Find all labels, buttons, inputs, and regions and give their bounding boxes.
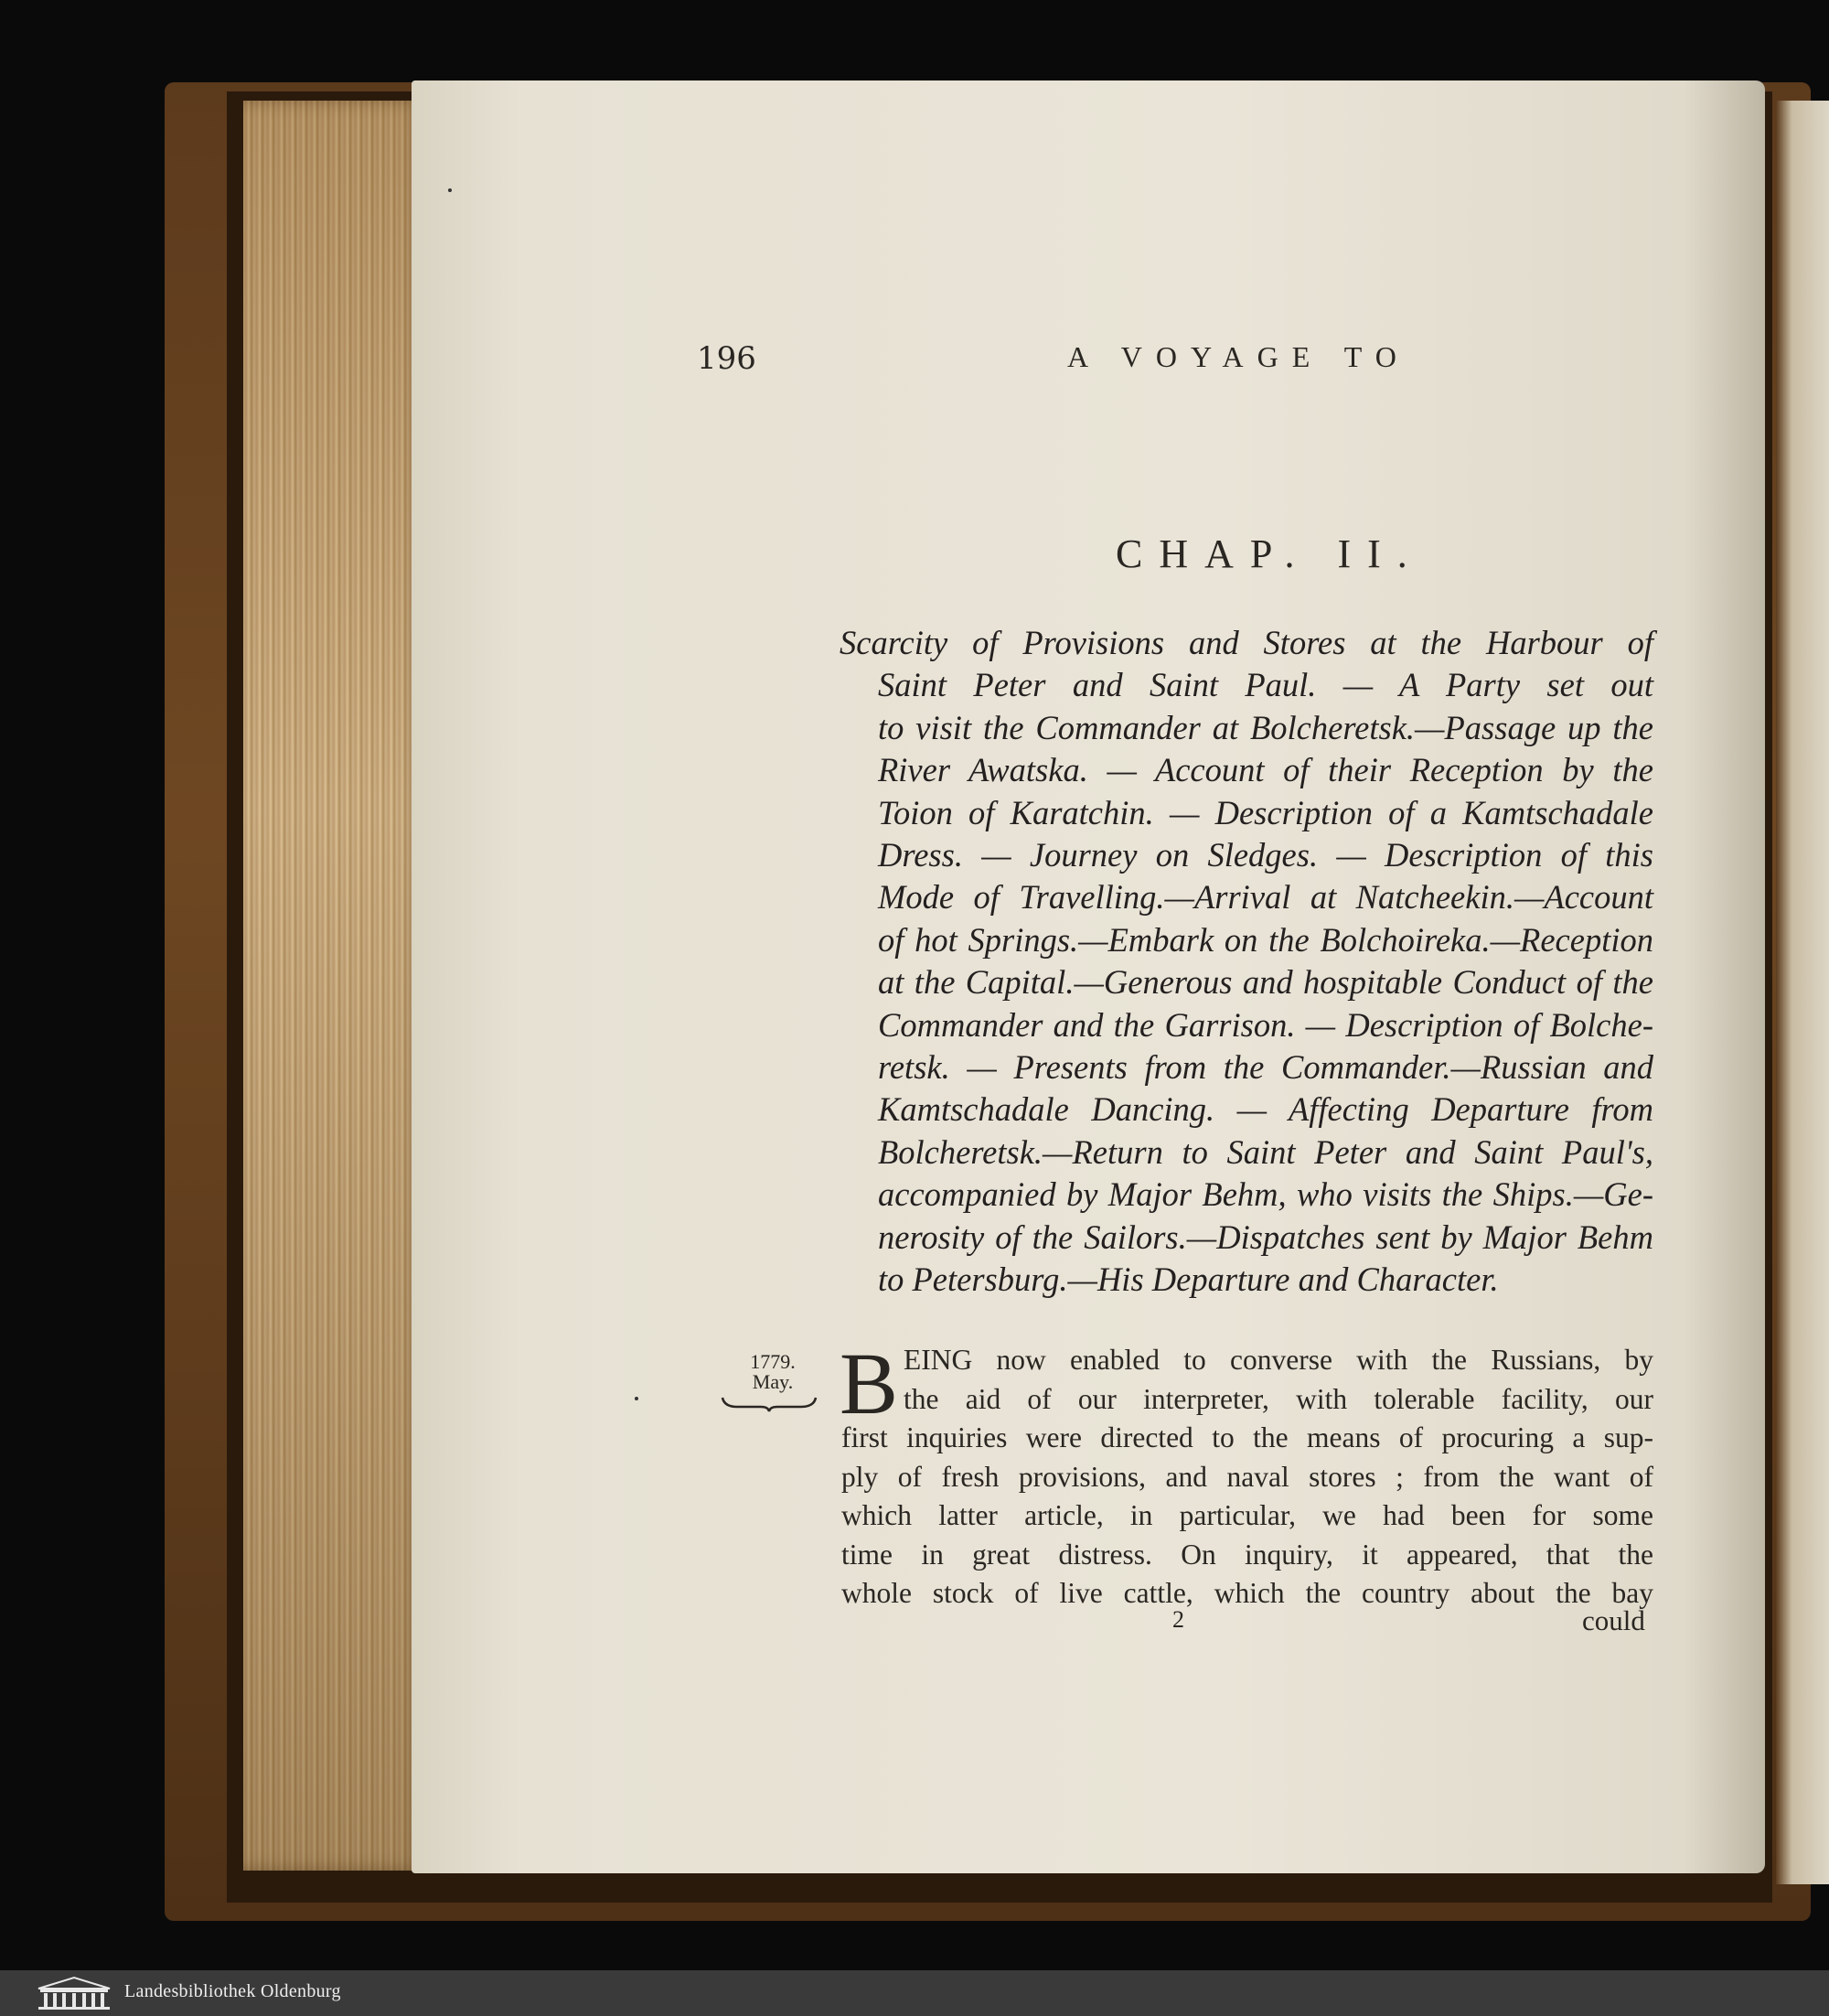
argument-line: Commander and the Garrison. — Description of Bolche- bbox=[878, 1005, 1653, 1044]
catchword: could bbox=[1582, 1604, 1645, 1636]
marginal-year: 1779. bbox=[750, 1350, 796, 1373]
page-number: 196 bbox=[697, 340, 756, 377]
argument-line: Saint Peter and Saint Paul. — A Party set out bbox=[878, 666, 1653, 704]
footer-bar bbox=[0, 1970, 1829, 2016]
body-line: ply of fresh provisions, and naval stores ; from the want of bbox=[841, 1460, 1653, 1493]
chapter-title: CHAP. II. bbox=[1116, 531, 1424, 576]
body-line: EING now enabled to converse with the Russians, by bbox=[904, 1344, 1653, 1376]
marginal-date bbox=[741, 1352, 805, 1392]
argument-line: to Petersburg.—His Departure and Character. bbox=[878, 1260, 1499, 1299]
argument-line: retsk. — Presents from the Commander.—Russian and bbox=[878, 1048, 1653, 1087]
argument-line: River Awatska. — Account of their Reception by the bbox=[878, 751, 1653, 789]
library-building-icon bbox=[35, 1976, 113, 2011]
argument-line: Dress. — Journey on Sledges. — Description of this bbox=[878, 836, 1653, 874]
argument-line: accompanied by Major Behm, who visits the Ships.—Ge- bbox=[878, 1175, 1653, 1214]
ink-speck bbox=[635, 1397, 638, 1400]
body-line: whole stock of live cattle, which the country about the bay bbox=[841, 1577, 1653, 1609]
page-edges bbox=[243, 101, 426, 1871]
body-line: which latter article, in particular, we had been for some bbox=[841, 1499, 1653, 1531]
facing-page-edge bbox=[1776, 101, 1829, 1884]
body-line: time in great distress. On inquiry, it appeared, that the bbox=[841, 1538, 1653, 1571]
running-head bbox=[697, 340, 1648, 386]
argument-line: Scarcity of Provisions and Stores at the Harbour of bbox=[840, 624, 1653, 661]
marginal-month: May. bbox=[752, 1370, 794, 1393]
library-name: Landesbibliothek Oldenburg bbox=[124, 1981, 341, 2001]
argument-line: at the Capital.—Generous and hospitable Conduct of the bbox=[878, 963, 1653, 1002]
drop-cap: B bbox=[840, 1335, 899, 1432]
argument-line: to visit the Commander at Bolcheretsk.—Passage up the bbox=[878, 708, 1653, 746]
argument-line: nerosity of the Sailors.—Dispatches sent by Major Behm bbox=[878, 1217, 1653, 1256]
marginal-brace bbox=[721, 1394, 818, 1412]
chapter-argument bbox=[840, 622, 1653, 1302]
argument-line: Kamtschadale Dancing. — Affecting Departure from bbox=[878, 1090, 1653, 1129]
argument-line: Toion of Karatchin. — Description of a Kamtschadale bbox=[878, 793, 1653, 831]
argument-line: Mode of Travelling.—Arrival at Natcheekin.—Account bbox=[878, 878, 1653, 917]
argument-line: Bolcheretsk.—Return to Saint Peter and Saint Paul's, bbox=[878, 1132, 1653, 1171]
ink-speck bbox=[448, 188, 452, 192]
body-line: the aid of our interpreter, with tolerable facility, our bbox=[904, 1382, 1653, 1415]
argument-line: of hot Springs.—Embark on the Bolchoireka.—Reception bbox=[878, 920, 1653, 959]
body-paragraph bbox=[840, 1335, 1653, 1614]
body-line: first inquiries were directed to the means of procuring a sup- bbox=[841, 1421, 1653, 1453]
running-title: A VOYAGE TO bbox=[1067, 340, 1410, 373]
signature-mark: 2 bbox=[1172, 1606, 1184, 1633]
